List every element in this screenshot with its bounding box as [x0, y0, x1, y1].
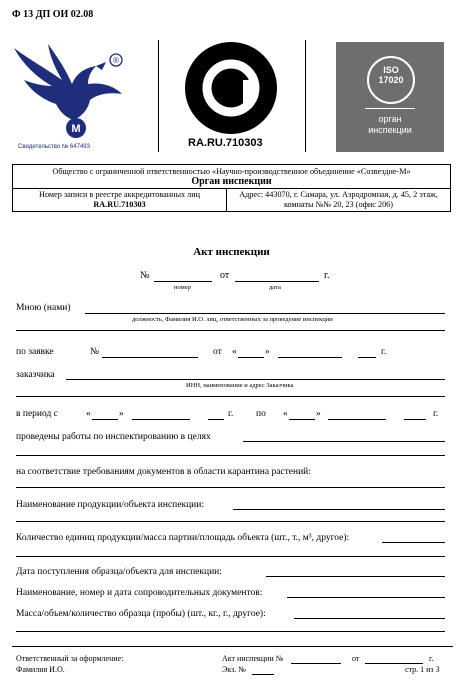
act-number-field[interactable] — [154, 281, 212, 282]
quote-open: « — [283, 409, 288, 419]
quantity-field-2[interactable] — [16, 556, 445, 557]
compliance-field[interactable] — [16, 487, 445, 488]
request-label: по заявке — [16, 347, 54, 357]
customer-field-2[interactable] — [16, 396, 445, 397]
request-year-field[interactable] — [358, 357, 376, 358]
sample-mass-field[interactable] — [294, 618, 445, 619]
sample-date-field[interactable] — [266, 576, 445, 577]
customer-hint: ИНН, наименование и адрес Заказчика — [186, 382, 294, 389]
customer-field[interactable] — [66, 379, 445, 380]
documents-label: Наименование, номер и дата сопроводительных документов: — [16, 588, 263, 598]
request-month-field[interactable] — [278, 357, 342, 358]
quote-open: « — [232, 347, 237, 357]
period-from-year-label: г. — [228, 409, 234, 419]
copy-number-field[interactable] — [252, 674, 274, 675]
quote-close: » — [119, 409, 124, 419]
logo-separator — [158, 40, 159, 152]
iso-caption-2: инспекции — [368, 125, 412, 135]
act-number-label: № — [140, 270, 150, 281]
organization-title: Орган инспекции — [191, 176, 272, 187]
inspector-hint: должность, Фамилия И.О. лиц, ответственных за проведение инспекции — [132, 316, 333, 323]
accreditation-number: RA.RU.710303 — [188, 137, 263, 149]
responsible-label: Ответственный за оформление: — [16, 654, 124, 663]
request-year-label: г. — [381, 347, 387, 357]
act-number-hint: номер — [174, 284, 191, 291]
period-to-month-field[interactable] — [328, 419, 386, 420]
page-number: стр. 1 из 3 — [405, 665, 440, 674]
copy-number-label: Экз. № — [222, 665, 246, 674]
quote-close: » — [265, 347, 270, 357]
works-field[interactable] — [243, 441, 445, 442]
sample-mass-field-2[interactable] — [16, 631, 445, 632]
footer-act-date-field[interactable] — [365, 663, 423, 664]
document-code: Ф 13 ДП ОИ 02.08 — [12, 9, 94, 20]
sample-date-label: Дата поступления образца/объекта для инспекции: — [16, 567, 222, 577]
works-field-2[interactable] — [16, 455, 445, 456]
product-field-2[interactable] — [16, 521, 445, 522]
footer-act-number-field[interactable] — [291, 663, 341, 664]
request-day-field[interactable] — [238, 357, 264, 358]
period-from-month-field[interactable] — [132, 419, 190, 420]
quote-open: « — [86, 409, 91, 419]
inspector-field-2[interactable] — [16, 330, 445, 331]
organization-name: Общество с ограниченной ответственностью «Научно-производственное объединение «Созвездие-М» — [52, 167, 411, 176]
footer-act-label: Акт инспекции № — [222, 654, 284, 663]
fio-label: Фамилия И.О. — [16, 665, 65, 674]
act-title: Акт инспекции — [193, 246, 270, 258]
product-label: Наименование продукции/объекта инспекции: — [16, 500, 204, 510]
act-date-field[interactable] — [235, 281, 319, 282]
request-date-label: от — [213, 347, 222, 357]
iso-caption-1: орган — [378, 114, 402, 124]
period-label: в период с — [16, 409, 58, 419]
period-to-label: по — [256, 409, 266, 419]
certificate-number: Свидетельство № 647493 — [18, 144, 90, 150]
customer-label: заказчика — [16, 370, 55, 380]
organization-address: Адрес: 443070, г. Самара, ул. Аэродромная, д. 45, 2 этаж, комнаты №№ 20, 23 (офис 206) — [227, 189, 451, 212]
footer-year-label: г. — [429, 654, 434, 663]
period-to-day-field[interactable] — [289, 419, 315, 420]
iso-label: ISO — [383, 65, 399, 75]
quantity-label: Количество единиц продукции/масса партии/площадь объекта (шт., т., м³, другое): — [16, 533, 350, 543]
period-from-day-field[interactable] — [92, 419, 118, 420]
registered-mark: ® — [113, 56, 119, 65]
logo-letter: М — [71, 123, 81, 135]
quantity-field[interactable] — [382, 542, 445, 543]
inspector-label: Мною (нами) — [16, 303, 71, 313]
inspector-field[interactable] — [85, 313, 445, 314]
act-date-label: от — [220, 270, 230, 281]
product-field[interactable] — [233, 509, 445, 510]
period-from-year-field[interactable] — [208, 419, 224, 420]
iso-number: 17020 — [378, 75, 404, 85]
compliance-label: на соответствие требованиям документов в области карантина растений: — [16, 467, 311, 477]
organization-header-table — [12, 164, 451, 212]
act-year-label: г. — [324, 270, 330, 281]
act-date-hint: дата — [269, 284, 281, 291]
sample-mass-label: Масса/объем/количество образца (пробы) (шт., кг., г., другое): — [16, 609, 266, 619]
works-label: проведены работы по инспектированию в целях — [16, 432, 211, 442]
iso-logo — [336, 42, 444, 152]
documents-field[interactable] — [287, 597, 445, 598]
accreditation-logo — [185, 42, 277, 134]
request-number-label: № — [90, 347, 100, 357]
registry-label: Номер записи в реестре аккредитованных лиц — [39, 190, 200, 199]
period-to-year-field[interactable] — [404, 419, 426, 420]
period-to-year-label: г. — [433, 409, 439, 419]
eagle-logo — [10, 40, 135, 155]
logo-separator — [305, 40, 306, 152]
footer-act-date-label: от — [352, 654, 360, 663]
footer-rule — [12, 646, 453, 647]
request-number-field[interactable] — [102, 357, 198, 358]
quote-close: » — [316, 409, 321, 419]
registry-number: RA.RU.710303 — [93, 200, 146, 209]
